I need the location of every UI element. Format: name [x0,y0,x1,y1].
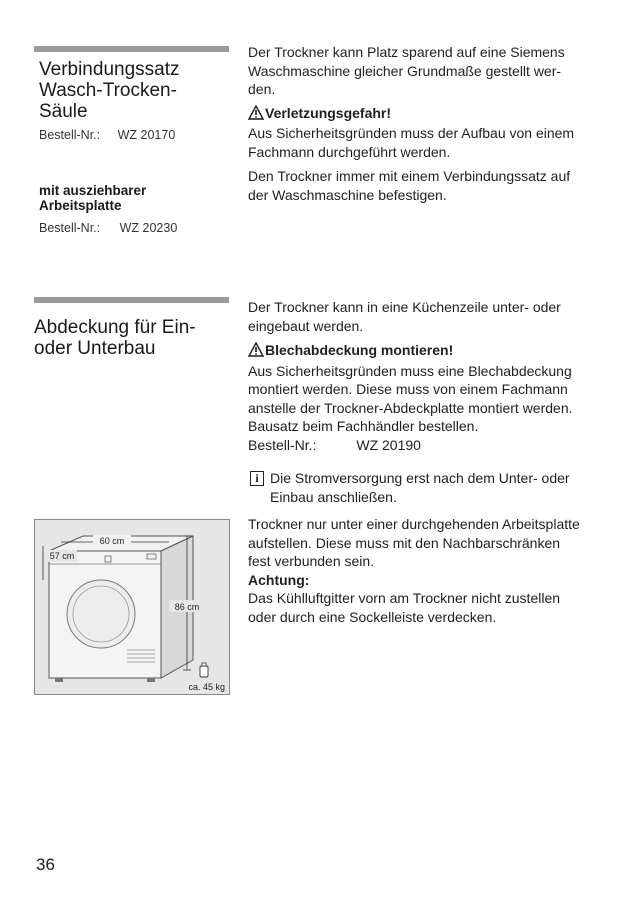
section-title-abdeckung: Abdeckung für Ein- oder Unterbau [34,317,196,359]
section2-text: Der Trockner kann in eine Küchenzeile unter- oder eingebaut werden. Blechabdeckung montieren! Aus Sicherheitsgründen muss eine Blechabdeckung montiert werden. Diese muss von einem Fachmann anstelle der Trockner-Abdeckplatte montiert werden. Bausatz beim Fachhändler bestellen. Bestell-Nr.: WZ 20190 i Die Stromversorgung erst nach dem Unter- oder Einbau anschließen. Trockner nur unter einer durchgehenden Arbeitsplatte aufstellen. Diese muss mit den Nachbarschränken fest verbunden sein. Achtung: Das Kühlluftgitter vorn am Trockner nicht zustellen oder durch eine Sockelleiste verdecken. [248,298,613,626]
depth-dimension-label: 57 cm [49,551,75,561]
warning-block-1: Verletzungsgefahr! Aus Sicherheitsgründen muss der Aufbau von einem Fachmann durchgeführt werden. [248,104,575,160]
height-dimension-label: 86 cm [174,602,200,612]
order-number-2: Bestell-Nr.: WZ 20230 [39,221,178,235]
section-rule-1 [34,46,229,52]
info-icon: i [250,471,264,486]
order-number-3: Bestell-Nr.: WZ 20190 [248,436,421,453]
section1-text: Der Trockner kann Platz sparend auf eine Siemens Waschmaschine gleicher Grundmaße gestellt wer- den. Verletzungsgefahr! Aus Sicherheitsgründen muss der Aufbau von einem Fachmann durchgeführt werden. Den Trockner immer mit einem Verbindungssatz auf der Waschmaschine befestigen. [248,43,608,204]
warning-title-2: Blechabdeckung montieren! [265,342,454,358]
page-number: 36 [36,855,55,874]
warning-triangle-icon [248,105,264,125]
warning-title-1: Verletzungsgefahr! [265,104,392,121]
warning-triangle-icon [248,342,264,362]
dryer-drawing [35,520,229,694]
weight-icon [200,663,208,677]
attention-label: Achtung: [248,571,310,588]
order-number-1: Bestell-Nr.: WZ 20170 [39,128,176,142]
section-rule-2 [34,297,229,303]
weight-label: ca. 45 kg [188,682,225,692]
width-dimension-label: 60 cm [99,536,125,546]
section-title-verbindungssatz: Verbindungssatz Wasch-Trocken- Säule [39,59,180,122]
warning-block-2: Blechabdeckung montieren! Aus Sicherheitsgründen muss eine Blechabdeckung montiert werden. Diese muss von einem Fachmann anstelle der Trockner-Abdeckplatte montiert werden. Bausatz beim Fachhändler bestellen. Bestell-Nr.: WZ 20190 [248,341,613,454]
subheading-arbeitsplatte: mit ausziehbarer Arbeitsplatte [39,183,147,213]
info-note: i Die Stromversorgung erst nach dem Unter- oder Einbau anschließen. [248,469,613,506]
dryer-dimensions-figure [34,519,230,695]
